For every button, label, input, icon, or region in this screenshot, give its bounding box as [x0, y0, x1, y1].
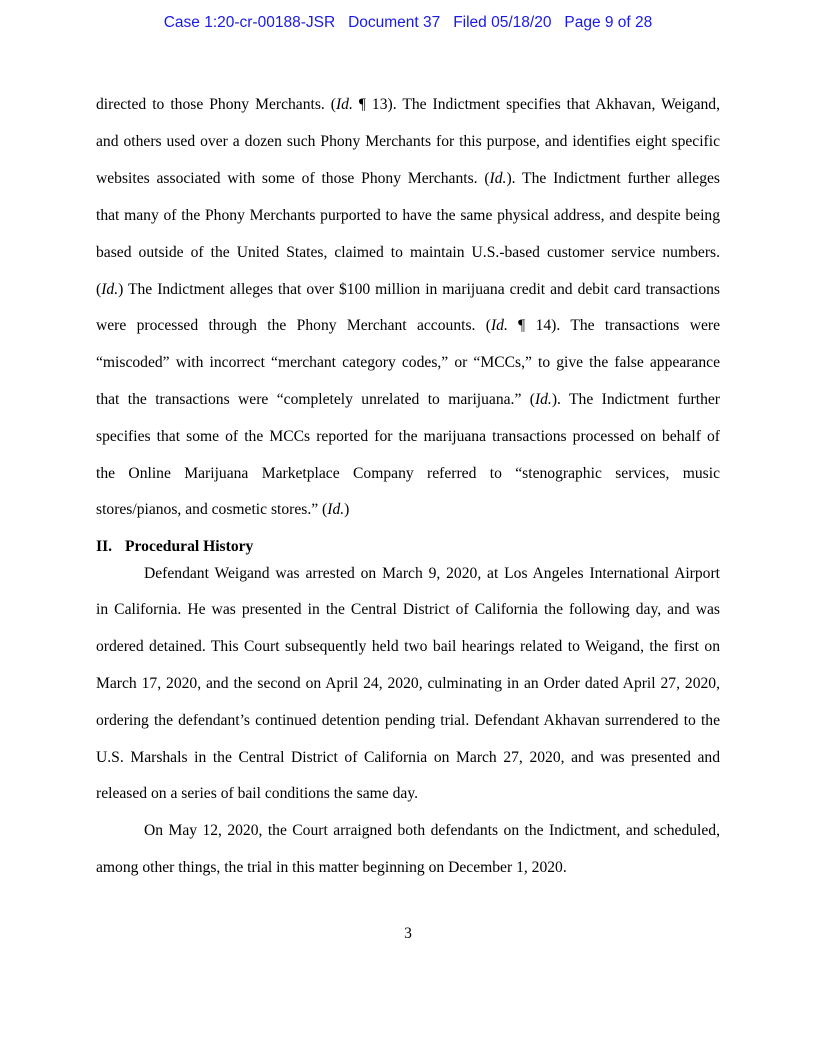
case-number: Case 1:20-cr-00188-JSR	[163, 14, 336, 31]
page-number: 3	[404, 925, 412, 942]
body-line: U.S. Marshals in the Central District of California on March 27, 2020, and was presented and	[96, 749, 720, 766]
body-line: On May 12, 2020, the Court arraigned both defendants on the Indictment, and scheduled,	[144, 822, 720, 839]
body-line: that many of the Phony Merchants purported to have the same physical address, and despite being	[96, 207, 720, 224]
body-line: March 17, 2020, and the second on April 24, 2020, culminating in an Order dated April 27, 2020,	[96, 675, 720, 692]
body-line: in California. He was presented in the Central District of California the following day, and was	[96, 601, 720, 618]
document-number: Document 37	[348, 14, 441, 31]
body-line: that the transactions were “completely unrelated to marijuana.” (Id.). The Indictment further	[96, 391, 720, 408]
body-line: ordering the defendant’s continued detention pending trial. Defendant Akhavan surrendered to the	[96, 712, 720, 729]
body-line: directed to those Phony Merchants. (Id. ¶ 13). The Indictment specifies that Akhavan, Weigand,	[96, 96, 720, 113]
body-line: websites associated with some of those Phony Merchants. (Id.). The Indictment further alleges	[96, 170, 720, 187]
body-line: the Online Marijuana Marketplace Company referred to “stenographic services, music	[96, 465, 720, 482]
body-line: ordered detained. This Court subsequently held two bail hearings related to Weigand, the first on	[96, 638, 720, 655]
body-line: Defendant Weigand was arrested on March 9, 2020, at Los Angeles International Airport	[144, 565, 720, 582]
body-line: based outside of the United States, claimed to maintain U.S.-based customer service numbers.	[96, 244, 720, 261]
body-line: and others used over a dozen such Phony Merchants for this purpose, and identifies eight specific	[96, 133, 720, 150]
body-line: “miscoded” with incorrect “merchant category codes,” or “MCCs,” to give the false appearance	[96, 354, 720, 371]
body-line: (Id.) The Indictment alleges that over $100 million in marijuana credit and debit card transactions	[96, 281, 720, 298]
body-line: were processed through the Phony Merchant accounts. (Id. ¶ 14). The transactions were	[96, 317, 721, 334]
section-heading	[96, 537, 253, 557]
filed-date: Filed 05/18/20	[453, 14, 552, 31]
page-indicator: Page 9 of 28	[564, 14, 653, 31]
section-number: II.	[96, 538, 113, 555]
body-line: among other things, the trial in this matter beginning on December 1, 2020.	[96, 859, 567, 876]
body-line: released on a series of bail conditions the same day.	[96, 785, 419, 802]
body-line: stores/pianos, and cosmetic stores.” (Id.)	[96, 501, 350, 518]
body-line: specifies that some of the MCCs reported for the marijuana transactions processed on behalf of	[96, 428, 720, 445]
ecf-header	[0, 14, 816, 32]
section-title: Procedural History	[125, 538, 254, 555]
